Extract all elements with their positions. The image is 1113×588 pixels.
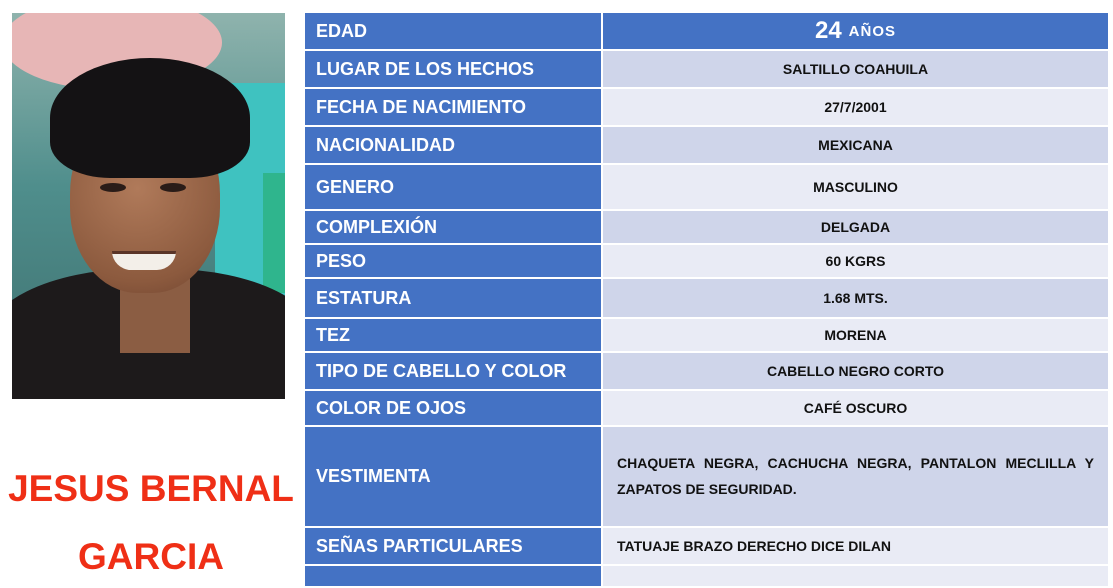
person-photo: [12, 13, 285, 399]
row-value: 27/7/2001: [603, 89, 1108, 125]
person-name-line-1: JESUS BERNAL: [8, 468, 294, 509]
age-value: [603, 13, 1108, 49]
photo-hair: [50, 58, 250, 178]
info-table: [305, 13, 1108, 588]
row-complexion: [305, 211, 1108, 243]
row-value: CABELLO NEGRO CORTO: [603, 353, 1108, 389]
row-value: MEXICANA: [603, 127, 1108, 163]
row-label: VESTIMENTA: [305, 427, 601, 526]
row-value: SALTILLO COAHUILA: [603, 51, 1108, 87]
row-value-cutoff: [603, 566, 1108, 586]
row-label: ESTATURA: [305, 279, 601, 317]
row-estatura: [305, 279, 1108, 317]
photo-smile: [112, 251, 176, 270]
row-value: 1.68 MTS.: [603, 279, 1108, 317]
row-label: LUGAR DE LOS HECHOS: [305, 51, 601, 87]
photo-left-eye: [100, 183, 126, 192]
row-label: SEÑAS PARTICULARES: [305, 528, 601, 564]
row-value: MASCULINO: [603, 165, 1108, 209]
row-label: NACIONALIDAD: [305, 127, 601, 163]
row-nacionalidad: [305, 127, 1108, 163]
row-value: TATUAJE BRAZO DERECHO DICE DILAN: [603, 528, 1108, 564]
photo-green-strip: [263, 173, 285, 293]
row-label: EDAD: [305, 13, 601, 49]
row-label: GENERO: [305, 165, 601, 209]
age-unit: AÑOS: [848, 22, 897, 40]
row-senas-particulares: [305, 528, 1108, 564]
row-genero: [305, 165, 1108, 209]
row-lugar: [305, 51, 1108, 87]
row-edad: [305, 13, 1108, 49]
row-value: 60 KGRS: [603, 245, 1108, 277]
row-cutoff: [305, 566, 1108, 586]
row-peso: [305, 245, 1108, 277]
row-label: TEZ: [305, 319, 601, 351]
person-name-line-2: GARCIA: [78, 536, 224, 577]
row-label-cutoff: [305, 566, 601, 586]
row-label: COLOR DE OJOS: [305, 391, 601, 425]
row-fecha-nacimiento: [305, 89, 1108, 125]
row-value: CHAQUETA NEGRA, CACHUCHA NEGRA, PANTALON MECLILLA Y ZAPATOS DE SEGURIDAD.: [603, 427, 1108, 526]
row-value: CAFÉ OSCURO: [603, 391, 1108, 425]
row-label: COMPLEXIÓN: [305, 211, 601, 243]
row-label: PESO: [305, 245, 601, 277]
row-label: TIPO DE CABELLO Y COLOR: [305, 353, 601, 389]
row-value: DELGADA: [603, 211, 1108, 243]
row-vestimenta: [305, 427, 1108, 526]
age-number: 24: [814, 17, 842, 44]
photo-right-eye: [160, 183, 186, 192]
row-tipo-cabello: [305, 353, 1108, 389]
row-color-ojos: [305, 391, 1108, 425]
row-value: MORENA: [603, 319, 1108, 351]
row-tez: [305, 319, 1108, 351]
row-label: FECHA DE NACIMIENTO: [305, 89, 601, 125]
